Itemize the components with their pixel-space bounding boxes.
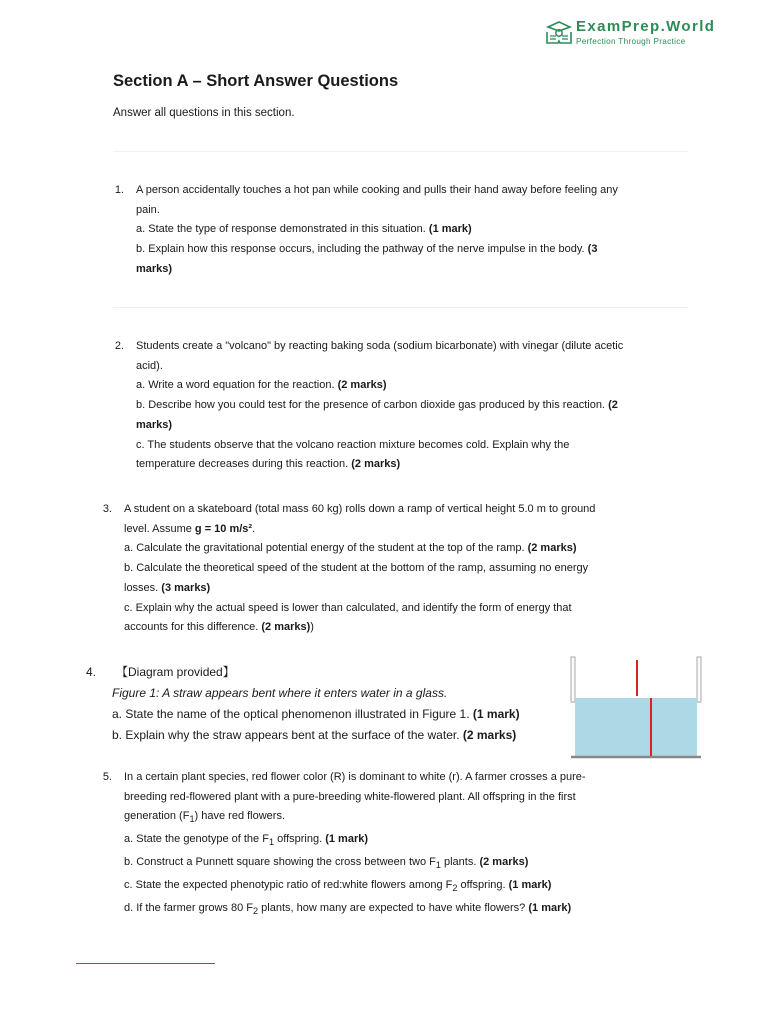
question-text: generation $(F_1)$ have red flowers.	[124, 810, 286, 825]
brand-name: ExamPrep.World	[576, 18, 716, 35]
brand-logo	[545, 17, 715, 49]
question-text: breeding red-flowered plant with a pure-breeding white-flowered plant. All offspring in the first	[124, 790, 576, 803]
water	[575, 698, 697, 756]
footnote-separator	[76, 963, 215, 964]
section-title: Section A – Short Answer Questions	[113, 72, 399, 90]
marks: (2 marks)	[337, 379, 387, 392]
graduate-book-icon	[545, 18, 573, 46]
marks: (2 marks)	[462, 728, 517, 742]
sub-question-a: a. State the type of response demonstrated in this situation. (1 mark)	[136, 223, 472, 236]
question-number: 5.	[102, 771, 112, 783]
divider	[113, 307, 688, 308]
question-text: A person accidentally touches a hot pan while cooking and pulls their hand away before feeling any	[136, 184, 618, 196]
sub-question-d: d. If the farmer grows 80 $F_2$ plants, how many are expected to have white flowers? (1 mark)	[124, 901, 572, 917]
marks: (3	[587, 243, 598, 256]
question-number: 2.	[114, 340, 124, 352]
marks: (3 marks)	[161, 581, 211, 594]
question-text: pain.	[136, 203, 160, 216]
sub-question-b: b. Explain why the straw appears bent at the surface of the water. (2 marks)	[112, 728, 517, 742]
question-text: Students create a "volcano" by reacting baking soda (sodium bicarbonate) with vinegar (dilute acetic	[136, 340, 624, 352]
sub-question-b: b. Construct a Punnett square showing the cross between two $F_1$ plants. (2 marks)	[124, 856, 529, 871]
glass-right-wall	[697, 657, 701, 702]
marks: (1 mark)	[428, 223, 472, 236]
divider	[113, 151, 688, 152]
marks: marks)	[136, 262, 173, 275]
marks: marks)	[136, 418, 173, 431]
sub-question-b: b. Explain how this response occurs, including the pathway of the nerve impulse in the body. (3	[136, 243, 598, 256]
section-instruction: Answer all questions in this section.	[113, 107, 295, 119]
marks: (1 mark)	[528, 901, 572, 914]
brand-tagline: Perfection Through Practice	[576, 37, 686, 46]
question-number: 1.	[114, 184, 124, 196]
sub-question-c: c. The students observe that the volcano reaction mixture becomes cold. Explain why the	[136, 438, 570, 451]
marks: (2 marks)	[479, 856, 529, 869]
question-text: A student on a skateboard (total mass 60 kg) rolls down a ramp of vertical height 5.0 m to ground	[124, 503, 596, 515]
sub-question-a: a. Calculate the gravitational potential energy of the student at the top of the ramp. (2 marks)	[124, 542, 577, 555]
sub-question-b: b. Describe how you could test for the presence of carbon dioxide gas produced by this reaction. (2	[136, 399, 618, 412]
question-text: level. Assume g = 10 m/s².	[124, 522, 256, 535]
marks: (1 mark)	[325, 833, 368, 846]
question-number: 3.	[102, 503, 112, 515]
diagram-note: 【Diagram provided】	[116, 665, 235, 679]
sub-question-a: a. State the name of the optical phenomenon illustrated in Figure 1. (1 mark)	[112, 707, 520, 721]
marks: (2 marks)	[351, 458, 401, 471]
sub-question-c: c. State the expected phenotypic ratio of red:white flowers among $F_2$ offspring. (1 mark)	[124, 879, 552, 894]
question-text: In a certain plant species, red flower color (R) is dominant to white (r). A farmer crosses a pure-	[124, 771, 586, 783]
straw-in-glass-figure	[568, 655, 708, 760]
sub-question-a: a. State the genotype of the $F_1$ offspring. (1 mark)	[124, 833, 368, 848]
marks: (1 mark)	[508, 879, 552, 892]
marks: (2 marks)	[261, 621, 311, 634]
marks: (2 marks)	[527, 542, 577, 555]
marks: (2	[608, 399, 618, 412]
sub-question-b: b. Calculate the theoretical speed of the student at the bottom of the ramp, assuming no energy	[124, 562, 589, 575]
sub-question-a: a. Write a word equation for the reaction. (2 marks)	[136, 379, 387, 392]
glass-left-wall	[571, 657, 575, 702]
marks: (1 mark)	[472, 707, 520, 721]
question-text: acid).	[136, 359, 163, 372]
sub-question-c: c. Explain why the actual speed is lower than calculated, and identify the form of energy that	[124, 601, 572, 614]
figure-caption: Figure 1: A straw appears bent where it enters water in a glass.	[112, 686, 448, 700]
question-number: 4.	[86, 665, 97, 679]
